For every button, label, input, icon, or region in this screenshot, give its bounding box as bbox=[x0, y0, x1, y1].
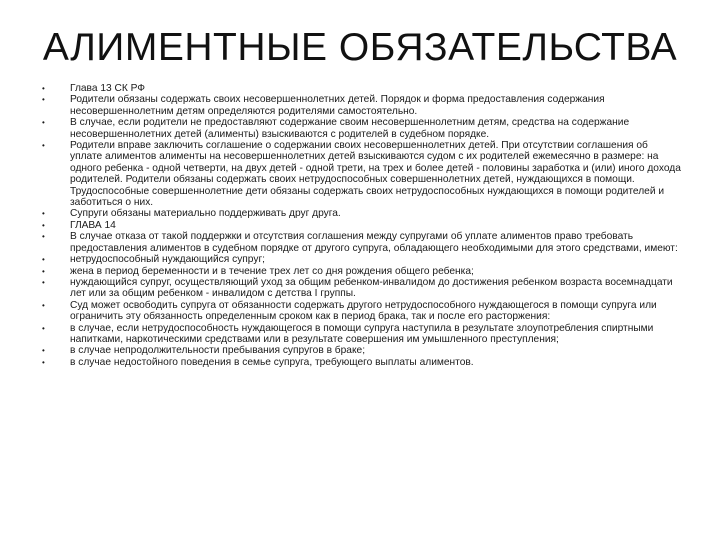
list-item bbox=[42, 345, 682, 356]
bullet-icon: • bbox=[42, 255, 45, 265]
list-item-text: В случае отказа от такой поддержки и отсутствия соглашения между супругами об уплате алиментов право требовать предоставления алиментов в судебном порядке от другого супруга, обладающего необходимыми для этого средствами, имеют: bbox=[70, 231, 678, 254]
bullet-icon: • bbox=[42, 232, 45, 242]
bullet-icon: • bbox=[42, 209, 45, 219]
list-item-text: В случае, если родители не предоставляют содержание своим несовершеннолетним детям, средства на содержание несовершеннолетних детей (алименты) взыскиваются с родителей в судебном порядке. bbox=[70, 117, 630, 140]
bullet-icon: • bbox=[42, 141, 45, 151]
list-item bbox=[42, 254, 682, 265]
list-item bbox=[42, 323, 682, 346]
list-item bbox=[42, 266, 682, 277]
bullet-icon: • bbox=[42, 266, 45, 276]
list-item-text: в случае недостойного поведения в семье супруга, требующего выплаты алиментов. bbox=[70, 356, 474, 368]
list-item-text: Глава 13 СК РФ bbox=[70, 83, 146, 94]
list-item-text: в случае, если нетрудоспособность нуждающегося в помощи супруга наступила в результате злоупотребления спиртными напитками, наркотическими средствами или в результате совершения им умышленного преступления; bbox=[70, 322, 654, 345]
list-item-text: Суд может освободить супруга от обязанности содержать другого нетрудоспособного нуждающегося в помощи супруга или ограничить эту обязанность определенным сроком как в период брака, так и после его расторжения: bbox=[70, 299, 657, 323]
list-item bbox=[42, 83, 682, 94]
bullet-icon: • bbox=[42, 118, 45, 128]
list-item bbox=[42, 357, 682, 368]
list-item-text: нетрудоспособный нуждающийся супруг; bbox=[70, 254, 265, 266]
bullet-icon: • bbox=[42, 220, 45, 230]
bullet-icon: • bbox=[42, 95, 45, 105]
list-item bbox=[42, 300, 682, 323]
bullet-list bbox=[42, 83, 682, 368]
list-item bbox=[42, 140, 682, 208]
list-item-text: нуждающийся супруг, осуществляющий уход за общим ребенком-инвалидом до достижения ребенком возраста восемнадцати лет или за общим ребенком - инвалидом с детства I группы. bbox=[70, 276, 673, 300]
list-item bbox=[42, 277, 682, 300]
bullet-icon: • bbox=[42, 346, 45, 356]
bullet-icon: • bbox=[42, 84, 45, 93]
list-item bbox=[42, 94, 682, 117]
list-item bbox=[42, 117, 682, 140]
list-item-text: Супруги обязаны материально поддерживать друг друга. bbox=[70, 208, 341, 220]
bullet-icon: • bbox=[42, 277, 45, 287]
bullet-icon: • bbox=[42, 300, 45, 310]
bullet-icon: • bbox=[42, 323, 45, 333]
list-item-text: ГЛАВА 14 bbox=[70, 219, 116, 231]
slide-title: АЛИМЕНТНЫЕ ОБЯЗАТЕЛЬСТВА bbox=[42, 26, 678, 69]
list-item-text: в случае непродолжительности пребывания супругов в браке; bbox=[70, 345, 366, 357]
list-item bbox=[42, 220, 682, 231]
list-item-text: жена в период беременности и в течение трех лет со дня рождения общего ребенка; bbox=[70, 265, 474, 277]
list-item-text: Родители вправе заключить соглашение о содержании своих несовершеннолетних детей. При отсутствии соглашения об уплате алиментов алименты на несовершеннолетних детей взыскиваются судом с их родителей ежемесячно в размере: на одного ребенка - одной четверти, на двух детей - одной трети, на трех и более детей - половины заработка и (или) иного дохода родителей. Родители обязаны содержать своих нетрудоспособных совершеннолетних детей, нуждающихся в помощи. Трудоспособные совершеннолетние дети обязаны содержать своих нетрудоспособных нуждающихся в помощи родителей и заботиться о них. bbox=[70, 140, 681, 209]
list-item bbox=[42, 208, 682, 219]
bullet-icon: • bbox=[42, 357, 45, 367]
list-item-text: Родители обязаны содержать своих несовершеннолетних детей. Порядок и форма предоставления содержания несовершеннолетним детям определяются родителями самостоятельно. bbox=[70, 94, 605, 117]
list-item bbox=[42, 231, 682, 254]
